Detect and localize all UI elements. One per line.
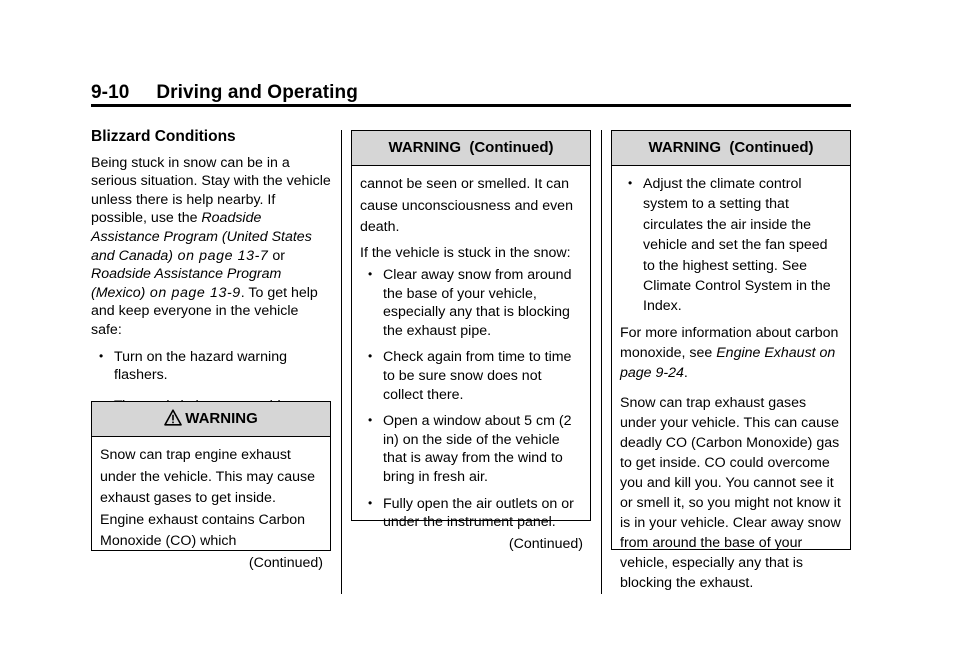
bullet-icon: • xyxy=(368,349,373,364)
page-title: 9-10 Driving and Operating xyxy=(91,82,358,103)
warning-text: Snow can trap engine exhaust under the vehicle. This may cause exhaust gases to get inside. Engine exhaust contains Carbon Monoxide (CO) which xyxy=(100,447,316,549)
or-text: or xyxy=(268,247,285,264)
bullet-icon: • xyxy=(99,348,104,363)
warning-box-continued xyxy=(351,130,591,552)
header-rule xyxy=(91,104,851,107)
warning-text: Snow can trap exhaust gases under your vehicle. This can cause deadly CO (Carbon Monoxide) gas to get inside. CO could overcome you and kill you. You cannot see it or smell it, so you might not know it is in your vehicle. Clear away snow from around the base of your vehicle, especially any that is blocking the exhaust. xyxy=(620,394,841,591)
warning-text: If the vehicle is stuck in the snow: xyxy=(360,244,571,261)
bullet-icon: • xyxy=(628,176,633,190)
intro-paragraph xyxy=(91,154,331,340)
xref-page: on page 13-9 xyxy=(145,284,241,301)
warning-box-continued xyxy=(611,130,851,591)
warning-text: For more information about carbon monoxide, see Engine Exhaust on page 9-24. xyxy=(620,324,839,381)
list-item: • Check again from time to time to be sure snow does not collect there. xyxy=(368,349,572,403)
xref-page: on page 13-7 xyxy=(173,247,269,264)
warning-triangle-icon xyxy=(164,409,182,426)
bullet-icon: • xyxy=(368,413,373,428)
section-heading: Blizzard Conditions xyxy=(91,128,236,145)
xref-title: Roadside Assistance Program (Mexico) xyxy=(91,266,282,301)
warning-body xyxy=(612,166,850,599)
page-header xyxy=(91,82,851,104)
bullet-icon: • xyxy=(368,495,373,510)
list-item: • Clear away snow from around the base of your vehicle, especially any that is blocking the exhaust pipe. xyxy=(368,267,572,339)
warning-header xyxy=(92,402,330,437)
list-item: • Fully open the air outlets on or under the instrument panel. xyxy=(368,495,574,531)
xref-title: Roadside Assistance Program (United States and Canada) xyxy=(91,210,312,264)
column-1 xyxy=(91,128,331,446)
column-divider xyxy=(601,130,602,594)
continued-label: (Continued) xyxy=(508,535,583,552)
climate-list xyxy=(620,174,843,317)
snow-steps-list xyxy=(360,266,583,532)
list-item: • Open a window about 5 cm (2 in) on the side of the vehicle that is away from the wind to bring in fresh air. xyxy=(368,413,572,485)
warning-body xyxy=(352,166,590,561)
bullet-icon: • xyxy=(368,267,373,281)
continued-label: (Continued) xyxy=(248,554,323,571)
intro-end-text: . To get help and keep everyone in the vehicle safe: xyxy=(91,284,318,338)
column-divider xyxy=(341,130,342,594)
list-item: • Turn on the hazard warning flashers. xyxy=(99,348,287,384)
intro-text: Being stuck in snow can be in a serious situation. Stay with the vehicle unless there is help nearby. If possible, use the xyxy=(91,154,331,227)
warning-box xyxy=(91,401,331,571)
warning-title: WARNING xyxy=(185,410,258,427)
warning-header: WARNING (Continued) xyxy=(612,131,850,166)
warning-text: cannot be seen or smelled. It can cause unconsciousness and even death. xyxy=(360,176,573,235)
engine-exhaust-link[interactable]: Engine Exhaust on page 9-24 xyxy=(620,344,836,381)
list-item: • Adjust the climate control system to a setting that circulates the air inside the vehicle and set the fan speed to the highest setting. See Climate Control System in the Index. xyxy=(620,174,843,317)
warning-header: WARNING (Continued) xyxy=(352,131,590,166)
warning-body xyxy=(92,437,330,580)
